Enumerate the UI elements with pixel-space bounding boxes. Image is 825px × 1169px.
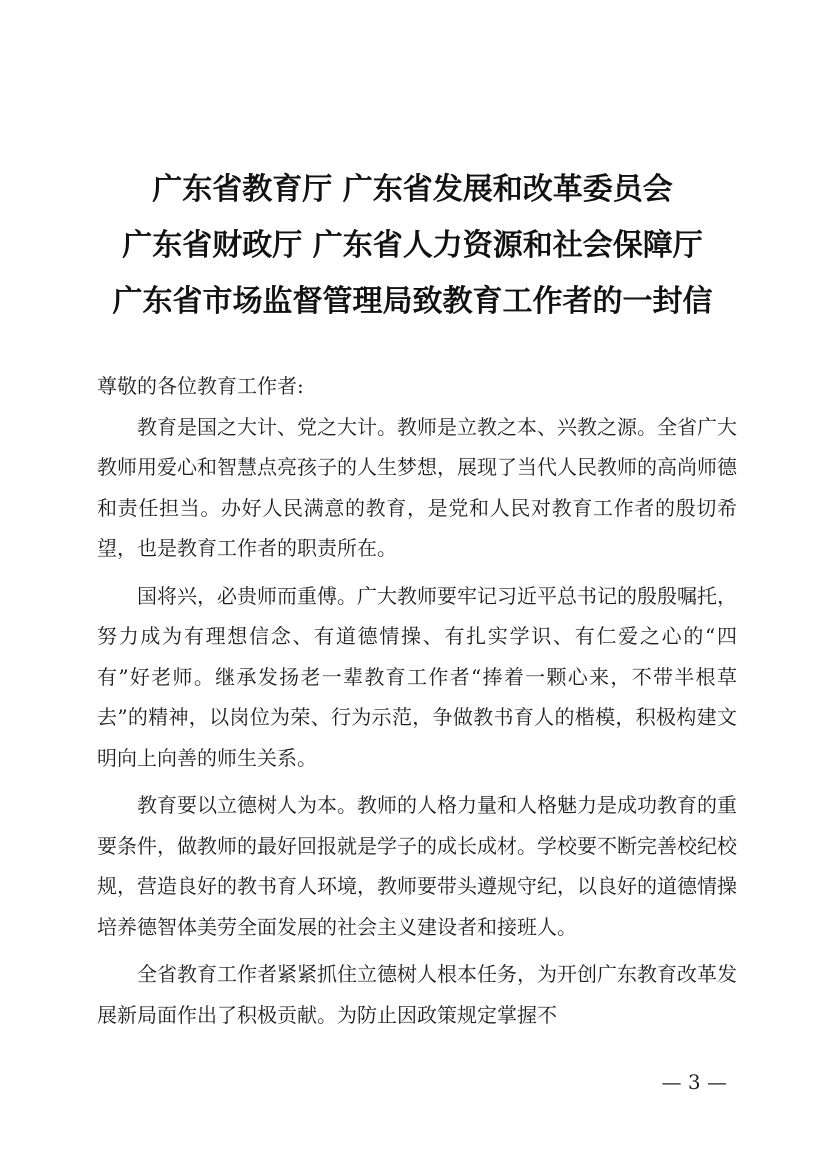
title-line-2: 广东省财政厅 广东省人力资源和社会保障厅 xyxy=(122,228,703,263)
letter-body xyxy=(97,366,737,1035)
paragraph-4: 全省教育工作者紧紧抓住立德树人根本任务，为开创广东教育改革发展新局面作出了积极贡献。为防止因政策规定掌握不 xyxy=(97,962,737,1027)
paragraph-1: 教育是国之大计、党之大计。教师是立教之本、兴教之源。全省广大教师用爱心和智慧点亮孩子的人生梦想，展现了当代人民教师的高尚师德和责任担当。办好人民满意的教育，是党和人民对教育工作者的殷切希望，也是教育工作者的职责所在。 xyxy=(97,414,737,560)
page-number: — 3 — xyxy=(661,1070,727,1094)
title-line-1: 广东省教育厅 广东省发展和改革委员会 xyxy=(152,172,673,207)
paragraph-3: 教育要以立德树人为本。教师的人格力量和人格魅力是成功教育的重要条件，做教师的最好回报就是学子的成长成材。学校要不断完善校纪校规，营造良好的教书育人环境，教师要带头遵规守纪，以良好的道德情操培养德智体美劳全面发展的社会主义建设者和接班人。 xyxy=(97,793,737,939)
paragraph-2: 国将兴，必贵师而重傅。广大教师要牢记习近平总书记的殷殷嘱托，努力成为有理想信念、有道德情操、有扎实学识、有仁爱之心的“四有”好老师。继承发扬老一辈教育工作者“捧着一颗心来，不带半根草去”的精神，以岗位为荣、行为示范，争做教书育人的楷模，积极构建文明向上向善的师生关系。 xyxy=(97,583,737,770)
title-line-3: 广东省市场监督管理局致教育工作者的一封信 xyxy=(112,284,713,319)
salutation: 尊敬的各位教育工作者: xyxy=(97,374,304,398)
